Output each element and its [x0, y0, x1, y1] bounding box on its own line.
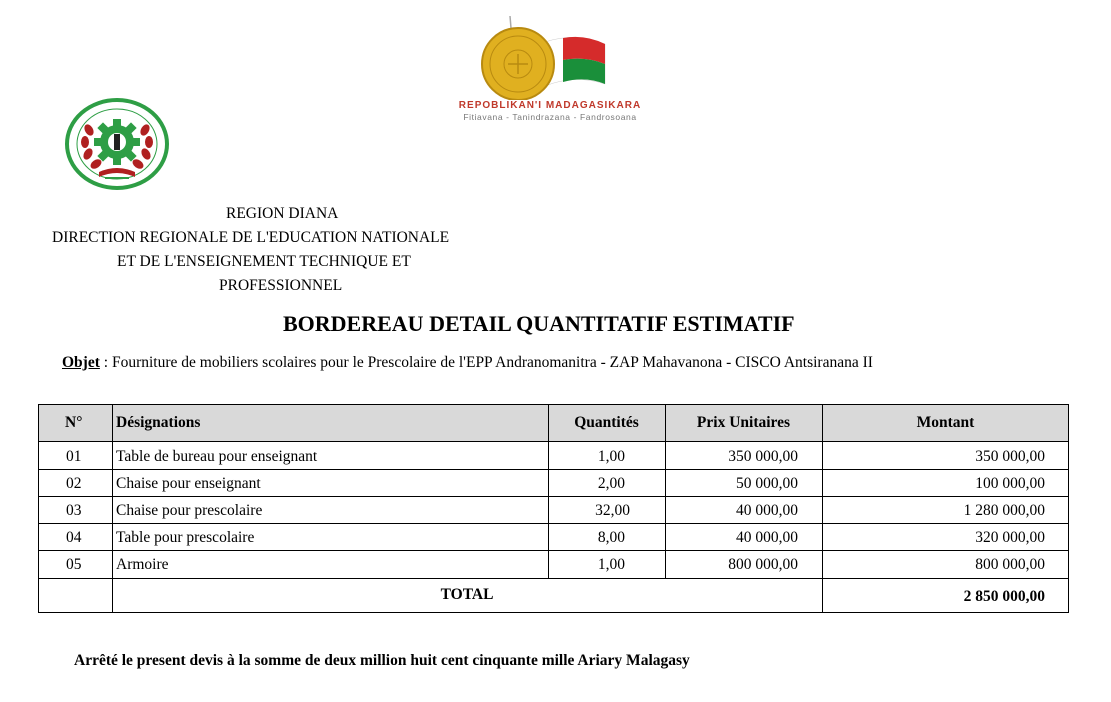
row-designation: Table pour prescolaire — [116, 529, 255, 546]
row-amount: 800 000,00 — [975, 556, 1045, 573]
republic-name: REPOBLIKAN'I MADAGASIKARA — [458, 100, 642, 111]
row-unit-price: 40 000,00 — [736, 529, 798, 546]
row-amount: 1 280 000,00 — [963, 502, 1045, 519]
republic-emblem — [425, 14, 675, 122]
row-no: 02 — [66, 475, 82, 492]
row-no: 03 — [66, 502, 82, 519]
total-value: 2 850 000,00 — [963, 588, 1045, 605]
row-unit-price: 50 000,00 — [736, 475, 798, 492]
col-header-amount: Montant — [916, 414, 975, 431]
republic-motto: Fitiavana - Tanindrazana - Fandrosoana — [463, 112, 637, 122]
row-quantity: 1,00 — [597, 448, 625, 465]
row-quantity: 32,00 — [595, 502, 630, 519]
row-unit-price: 40 000,00 — [736, 502, 798, 519]
row-designation: Armoire — [116, 556, 169, 573]
document-title: BORDEREAU DETAIL QUANTITATIF ESTIMATIF — [283, 311, 795, 336]
row-quantity: 1,00 — [597, 556, 625, 573]
gear-wreath-icon — [65, 98, 169, 190]
objet-line — [62, 354, 873, 372]
seal-and-flag-icon — [425, 14, 675, 100]
row-amount: 350 000,00 — [975, 448, 1045, 465]
header-direction-cont: ET DE L'ENSEIGNEMENT TECHNIQUE ET — [117, 253, 411, 270]
col-header-no: N° — [65, 414, 83, 431]
col-header-designation: Désignations — [116, 414, 201, 431]
header-direction-end: PROFESSIONNEL — [219, 277, 343, 294]
row-amount: 100 000,00 — [975, 475, 1045, 492]
row-designation: Chaise pour enseignant — [116, 475, 261, 492]
row-quantity: 2,00 — [597, 475, 625, 492]
row-designation: Table de bureau pour enseignant — [116, 448, 318, 465]
objet-label: Objet — [62, 354, 100, 371]
header-direction: DIRECTION REGIONALE DE L'EDUCATION NATIONALE — [52, 229, 450, 246]
row-no: 01 — [66, 448, 82, 465]
total-label: TOTAL — [440, 586, 494, 603]
row-unit-price: 350 000,00 — [728, 448, 798, 465]
col-header-quantity: Quantités — [574, 414, 639, 431]
quantity-table — [38, 404, 1069, 613]
row-no: 05 — [66, 556, 82, 573]
row-designation: Chaise pour prescolaire — [116, 502, 263, 519]
ministry-logo — [65, 98, 169, 190]
closing-note: Arrêté le present devis à la somme de deux million huit cent cinquante mille Ariary Malagasy — [74, 652, 690, 669]
header-region: REGION DIANA — [226, 205, 339, 222]
row-quantity: 8,00 — [597, 529, 625, 546]
row-no: 04 — [66, 529, 82, 546]
row-amount: 320 000,00 — [975, 529, 1045, 546]
row-unit-price: 800 000,00 — [728, 556, 798, 573]
col-header-unit-price: Prix Unitaires — [696, 414, 791, 431]
objet-text: : Fourniture de mobiliers scolaires pour le Prescolaire de l'EPP Andranomanitra - ZAP Mahavanona - CISCO Antsiranana II — [99, 354, 873, 371]
